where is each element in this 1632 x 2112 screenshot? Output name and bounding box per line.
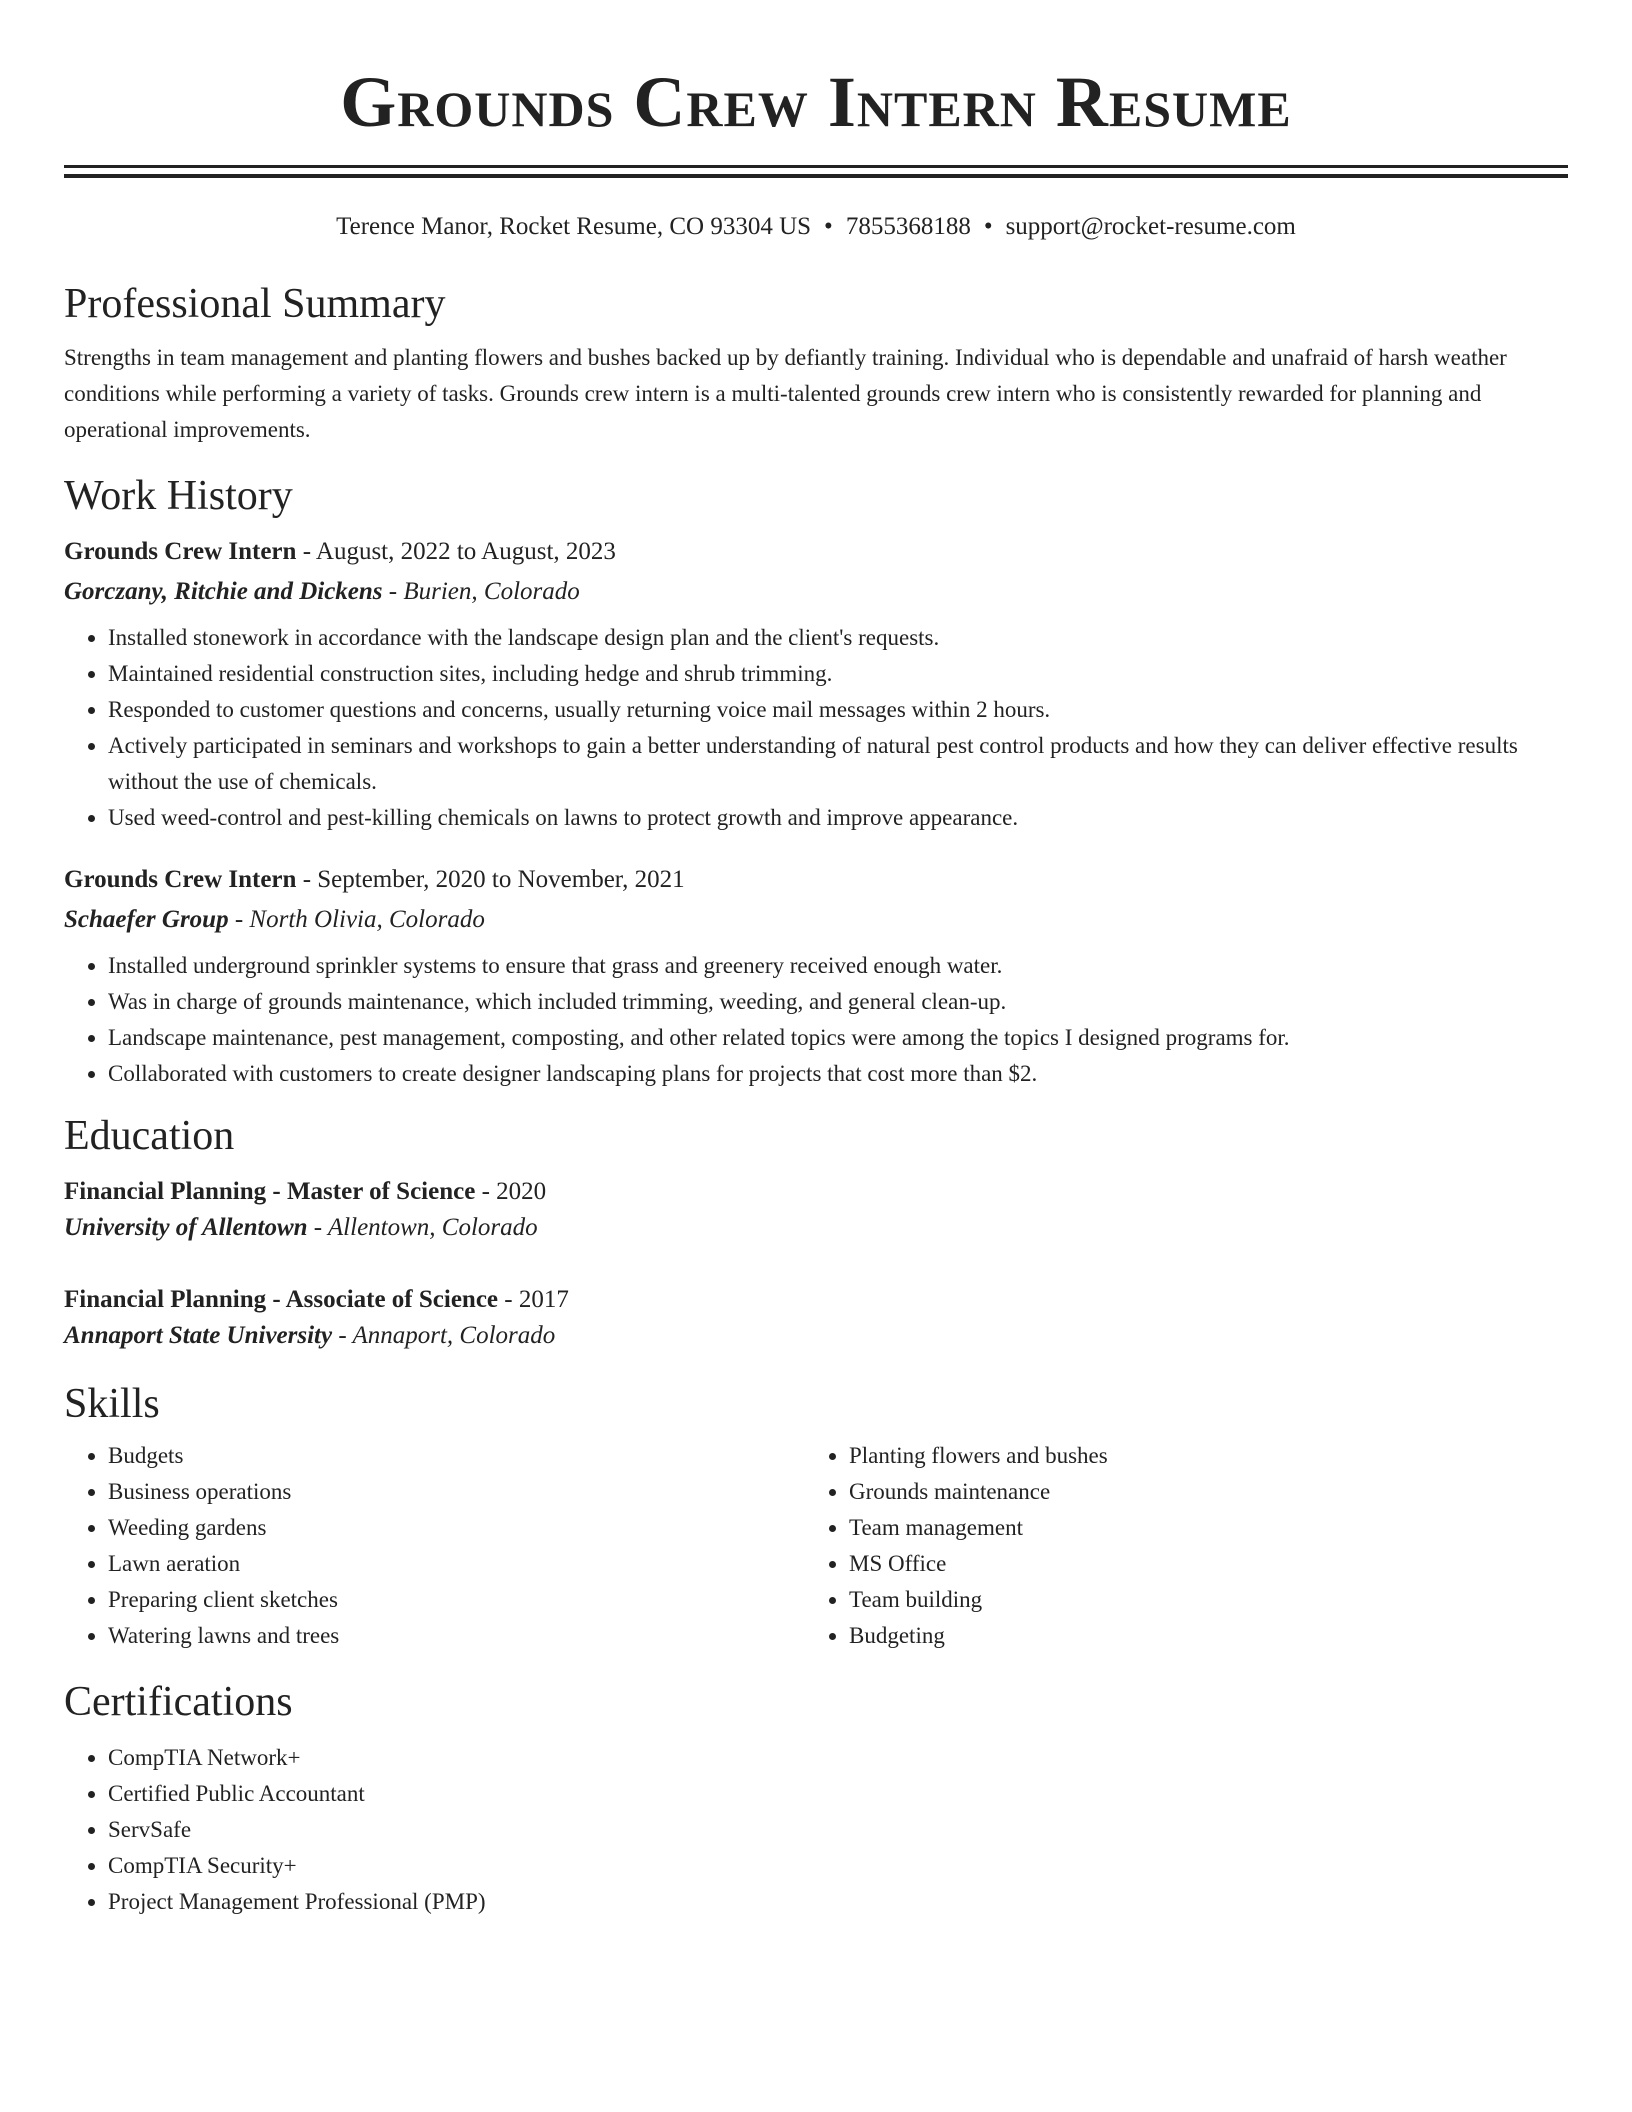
skills-list-right xyxy=(805,1438,1546,1654)
summary-section xyxy=(64,280,1568,448)
school-location: - Allentown, Colorado xyxy=(307,1214,538,1241)
job-location: - North Olivia, Colorado xyxy=(228,906,485,933)
skill-item: • Planting flowers and bushes xyxy=(849,1438,1546,1474)
skill-item: • Lawn aeration xyxy=(108,1546,805,1582)
job-bullet: • Used weed-control and pest-killing chemicals on lawns to protect growth and improve appearance. xyxy=(108,800,1568,836)
certification-item: • CompTIA Network+ xyxy=(108,1740,1568,1776)
certification-item: • Certified Public Accountant xyxy=(108,1776,1568,1812)
job-bullet: • Landscape maintenance, pest management, composting, and other related topics were among the topics I designed programs for. xyxy=(108,1020,1568,1056)
job-company-line xyxy=(64,574,1568,610)
contact-email: support@rocket-resume.com xyxy=(1005,213,1296,240)
job-bullet: • Maintained residential construction sites, including hedge and shrub trimming. xyxy=(108,656,1568,692)
job-company: Schaefer Group xyxy=(64,906,229,933)
certifications-list xyxy=(64,1740,1568,1920)
job-title: Grounds Crew Intern xyxy=(64,538,297,565)
job-bullets xyxy=(64,620,1568,836)
skill-item: • Grounds maintenance xyxy=(849,1474,1546,1510)
degree-line xyxy=(64,1282,1568,1318)
degree: Financial Planning - Master of Science xyxy=(64,1178,476,1205)
education-entry xyxy=(64,1282,1568,1354)
skills-heading: Skills xyxy=(64,1381,160,1427)
summary-text: Strengths in team management and planting flowers and bushes backed up by defiantly training. Individual who is dependable and unafraid of harsh weather conditions while performing a variety of tasks. Grounds crew intern is a multi-talented grounds crew intern who is consistently rewarded for planning and operational improvements. xyxy=(64,345,1507,442)
skills-section xyxy=(64,1380,1568,1654)
degree-line xyxy=(64,1174,1568,1210)
school: Annaport State University xyxy=(64,1322,333,1349)
job-company: Gorczany, Ritchie and Dickens xyxy=(64,578,383,605)
job-title-line xyxy=(64,534,1568,570)
resume-title: Grounds Crew Intern Resume xyxy=(340,62,1292,142)
education-section xyxy=(64,1112,1568,1354)
skill-item: • Team management xyxy=(849,1510,1546,1546)
contact-line xyxy=(64,212,1568,242)
job-title-line xyxy=(64,862,1568,898)
job-bullet: • Actively participated in seminars and workshops to gain a better understanding of natural pest control products and how they can deliver effective results without the use of chemicals. xyxy=(108,728,1568,800)
certifications-section xyxy=(64,1678,1568,1920)
job-bullets xyxy=(64,948,1568,1092)
title-rule-bottom xyxy=(64,174,1568,178)
summary-heading: Professional Summary xyxy=(64,281,446,327)
job-dates: - August, 2022 to August, 2023 xyxy=(296,538,616,565)
job-dates: - September, 2020 to November, 2021 xyxy=(296,866,685,893)
skill-item: • Budgets xyxy=(108,1438,805,1474)
job-company-line xyxy=(64,902,1568,938)
job-location: - Burien, Colorado xyxy=(382,578,580,605)
education-entry xyxy=(64,1174,1568,1246)
skill-item: • Watering lawns and trees xyxy=(108,1618,805,1654)
degree-year: - 2017 xyxy=(498,1286,569,1313)
contact-separator: • xyxy=(824,213,833,240)
job-entry xyxy=(64,862,1568,1092)
job-bullet: • Installed stonework in accordance with the landscape design plan and the client's requests. xyxy=(108,620,1568,656)
certification-item: • Project Management Professional (PMP) xyxy=(108,1884,1568,1920)
certification-item: • ServSafe xyxy=(108,1812,1568,1848)
degree-year: - 2020 xyxy=(475,1178,547,1205)
job-bullet: • Installed underground sprinkler systems to ensure that grass and greenery received enough water. xyxy=(108,948,1568,984)
degree: Financial Planning - Associate of Science xyxy=(64,1286,499,1313)
contact-phone: 7855368188 xyxy=(845,213,971,240)
resume-page xyxy=(64,0,1568,1920)
school: University of Allentown xyxy=(64,1214,308,1241)
skill-item: • Business operations xyxy=(108,1474,805,1510)
education-heading: Education xyxy=(64,1113,235,1159)
skill-item: • Preparing client sketches xyxy=(108,1582,805,1618)
work-history-section xyxy=(64,472,1568,1092)
skill-item: • Team building xyxy=(849,1582,1546,1618)
school-line xyxy=(64,1210,1568,1246)
certifications-heading: Certifications xyxy=(64,1679,293,1725)
certification-item: • CompTIA Security+ xyxy=(108,1848,1568,1884)
job-bullet: • Collaborated with customers to create designer landscaping plans for projects that cost more than $2. xyxy=(108,1056,1568,1092)
job-title: Grounds Crew Intern xyxy=(64,866,297,893)
skill-item: • Weeding gardens xyxy=(108,1510,805,1546)
contact-separator: • xyxy=(983,213,993,240)
job-bullet: • Responded to customer questions and concerns, usually returning voice mail messages within 2 hours. xyxy=(108,692,1568,728)
skill-item: • Budgeting xyxy=(849,1618,1546,1654)
title-rule-top xyxy=(64,165,1568,168)
skills-list-left xyxy=(64,1438,805,1654)
job-bullet: • Was in charge of grounds maintenance, which included trimming, weeding, and general clean-up. xyxy=(108,984,1568,1020)
job-entry xyxy=(64,534,1568,836)
contact-address: Terence Manor, Rocket Resume, CO 93304 US xyxy=(336,213,812,240)
skill-item: • MS Office xyxy=(849,1546,1546,1582)
work-history-heading: Work History xyxy=(64,473,293,519)
school-line xyxy=(64,1318,1568,1354)
school-location: - Annaport, Colorado xyxy=(332,1322,556,1349)
skills-columns xyxy=(64,1438,1568,1654)
